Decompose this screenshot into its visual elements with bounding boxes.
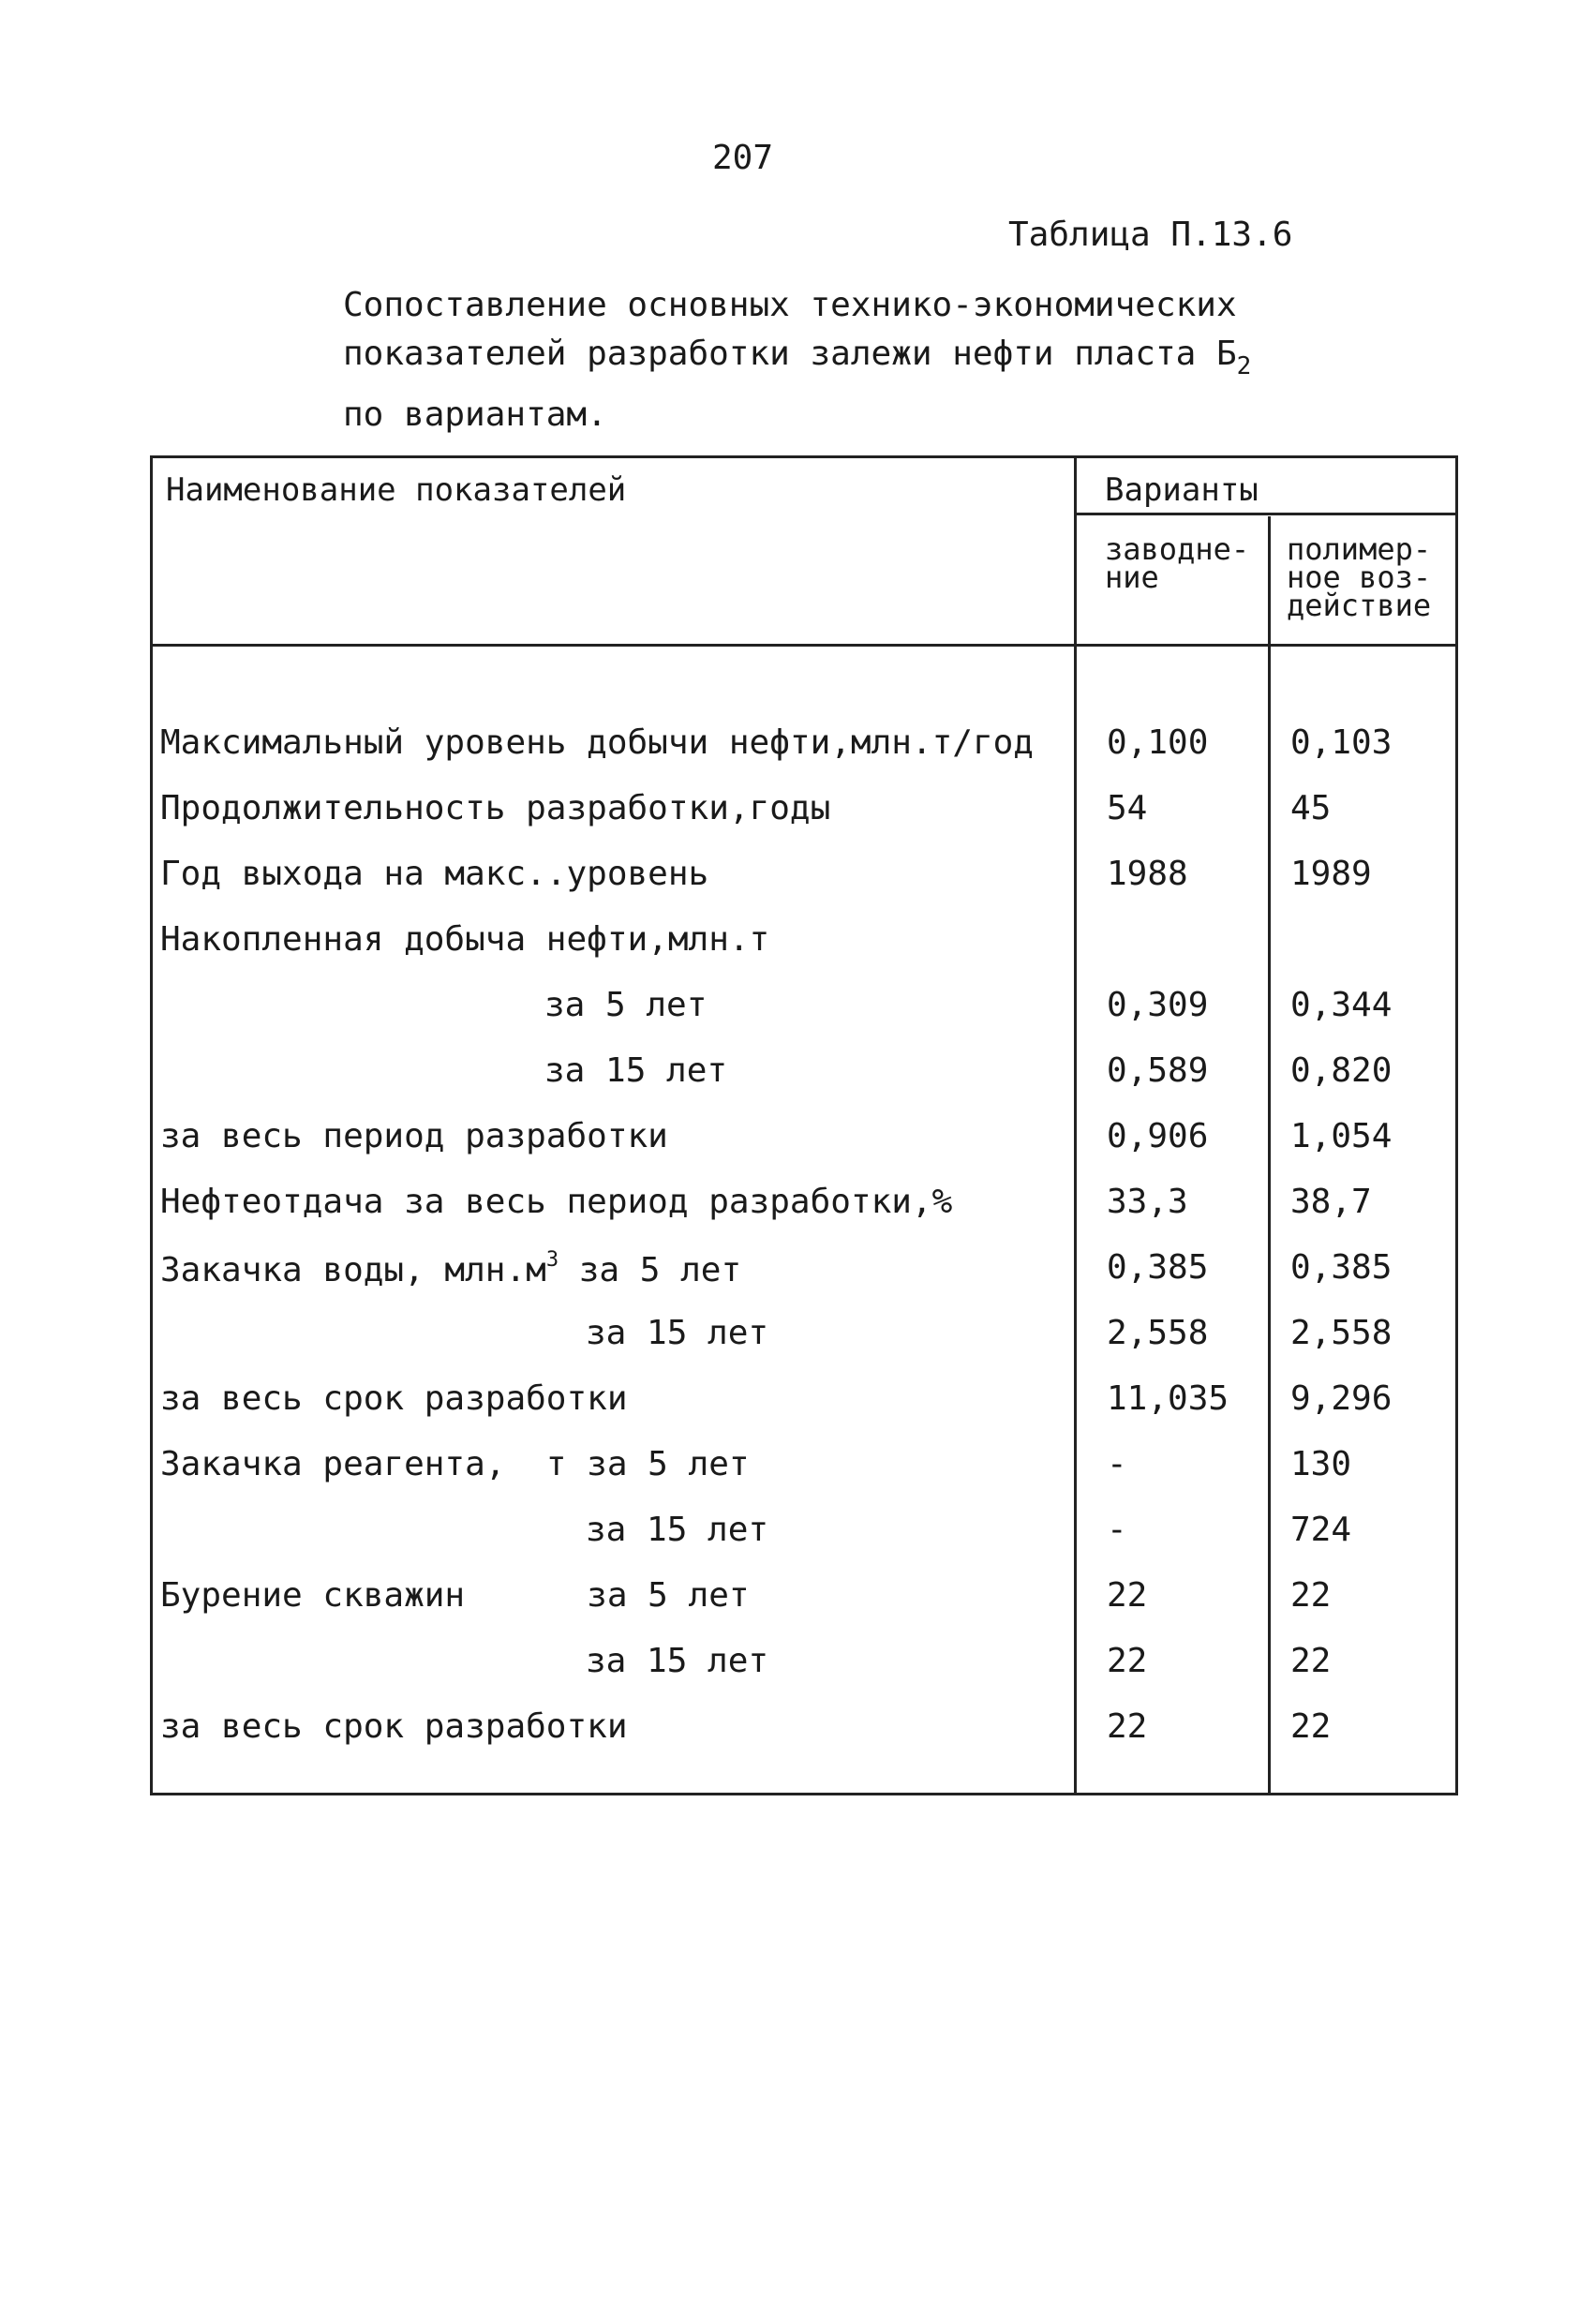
table-row <box>153 1511 1461 1576</box>
value-waterflood: 11,035 <box>1107 1379 1229 1418</box>
table-row <box>153 986 1461 1051</box>
value-waterflood: 22 <box>1107 1576 1148 1615</box>
row-label: за весь период разработки <box>160 1117 668 1155</box>
header-variants: Варианты <box>1105 471 1259 509</box>
value-waterflood: 0,906 <box>1107 1117 1209 1155</box>
table-row <box>153 1445 1461 1511</box>
value-waterflood: - <box>1107 1511 1127 1549</box>
value-polymer: 22 <box>1290 1642 1332 1680</box>
row-label: за 15 лет <box>586 1314 769 1352</box>
header-variant-polymer-line-3: действие <box>1287 588 1432 623</box>
row-label: за 15 лет <box>586 1511 769 1549</box>
header-variant-waterflood-line-2: ние <box>1105 559 1159 595</box>
table-row <box>153 1183 1461 1248</box>
row-label: Год выхода на макс..уровень <box>160 855 709 893</box>
header-name-column: Наименование показателей <box>166 471 627 509</box>
value-waterflood: 22 <box>1107 1707 1148 1746</box>
row-label-superscript: 3 <box>545 1248 559 1272</box>
value-polymer: 9,296 <box>1290 1379 1393 1418</box>
caption-line-1: Сопоставление основных технико-экономических <box>343 286 1237 324</box>
value-waterflood: 54 <box>1107 789 1148 827</box>
table-row <box>153 1707 1461 1773</box>
value-waterflood: 1988 <box>1107 855 1188 893</box>
table-row <box>153 855 1461 920</box>
table-row <box>153 1248 1461 1314</box>
table-row <box>153 1576 1461 1642</box>
row-label: за весь срок разработки <box>160 1707 628 1746</box>
table-row <box>153 1051 1461 1117</box>
header-variant-polymer-line-2: ное воз- <box>1287 559 1432 595</box>
table-caption <box>343 281 1251 439</box>
value-waterflood: 0,100 <box>1107 723 1209 762</box>
row-label <box>160 1248 741 1289</box>
caption-line-2-text: показателей разработки залежи нефти пласта Б <box>343 335 1237 373</box>
header-divider <box>153 644 1458 647</box>
table-row <box>153 1314 1461 1379</box>
row-label: за 15 лет <box>544 1051 728 1090</box>
value-polymer: 0,344 <box>1290 986 1393 1024</box>
row-label: за весь срок разработки <box>160 1379 628 1418</box>
header-variant-waterflood-line-1: заводне- <box>1105 531 1250 567</box>
table-row <box>153 1642 1461 1707</box>
value-polymer: 2,558 <box>1290 1314 1393 1352</box>
table-label: Таблица П.13.6 <box>1008 216 1293 254</box>
value-waterflood: 33,3 <box>1107 1183 1188 1221</box>
value-polymer: 0,820 <box>1290 1051 1393 1090</box>
header-variant-polymer-line-1: полимер- <box>1287 531 1432 567</box>
caption-line-3: по вариантам. <box>343 395 607 434</box>
row-label: за 15 лет <box>586 1642 769 1680</box>
value-polymer: 1,054 <box>1290 1117 1393 1155</box>
table-row <box>153 723 1461 789</box>
value-waterflood: 0,309 <box>1107 986 1209 1024</box>
header-variant-polymer <box>1287 531 1432 623</box>
value-polymer: 45 <box>1290 789 1332 827</box>
value-waterflood: 22 <box>1107 1642 1148 1680</box>
row-label: Закачка реагента, т за 5 лет <box>160 1445 750 1483</box>
row-label-main: Закачка воды, млн.м <box>160 1251 546 1289</box>
value-polymer: 1989 <box>1290 855 1372 893</box>
table-row <box>153 1117 1461 1183</box>
caption-subscript: 2 <box>1236 352 1252 380</box>
row-label-tail: за 5 лет <box>559 1251 742 1289</box>
row-label: Нефтеотдача за весь период разработки,% <box>160 1183 953 1221</box>
header-variant-waterflood <box>1105 531 1250 595</box>
table-row <box>153 789 1461 855</box>
value-polymer: 724 <box>1290 1511 1352 1549</box>
value-waterflood: 2,558 <box>1107 1314 1209 1352</box>
value-polymer: 0,385 <box>1290 1248 1393 1287</box>
table-row <box>153 920 1461 986</box>
value-polymer: 38,7 <box>1290 1183 1372 1221</box>
row-label: Максимальный уровень добычи нефти,млн.т/год <box>160 723 1034 762</box>
value-waterflood: 0,589 <box>1107 1051 1209 1090</box>
row-label: Продолжительность разработки,годы <box>160 789 831 827</box>
value-polymer: 22 <box>1290 1576 1332 1615</box>
value-polymer: 0,103 <box>1290 723 1393 762</box>
table-row <box>153 1379 1461 1445</box>
row-label: Накопленная добыча нефти,млн.т <box>160 920 770 959</box>
data-table <box>150 455 1458 1795</box>
value-polymer: 22 <box>1290 1707 1332 1746</box>
value-waterflood: - <box>1107 1445 1127 1483</box>
value-polymer: 130 <box>1290 1445 1352 1483</box>
page-number: 207 <box>712 139 774 177</box>
variants-divider <box>1074 513 1458 515</box>
row-label: за 5 лет <box>544 986 708 1024</box>
row-label: Бурение скважин за 5 лет <box>160 1576 750 1615</box>
caption-line-2 <box>343 330 1251 391</box>
value-waterflood: 0,385 <box>1107 1248 1209 1287</box>
